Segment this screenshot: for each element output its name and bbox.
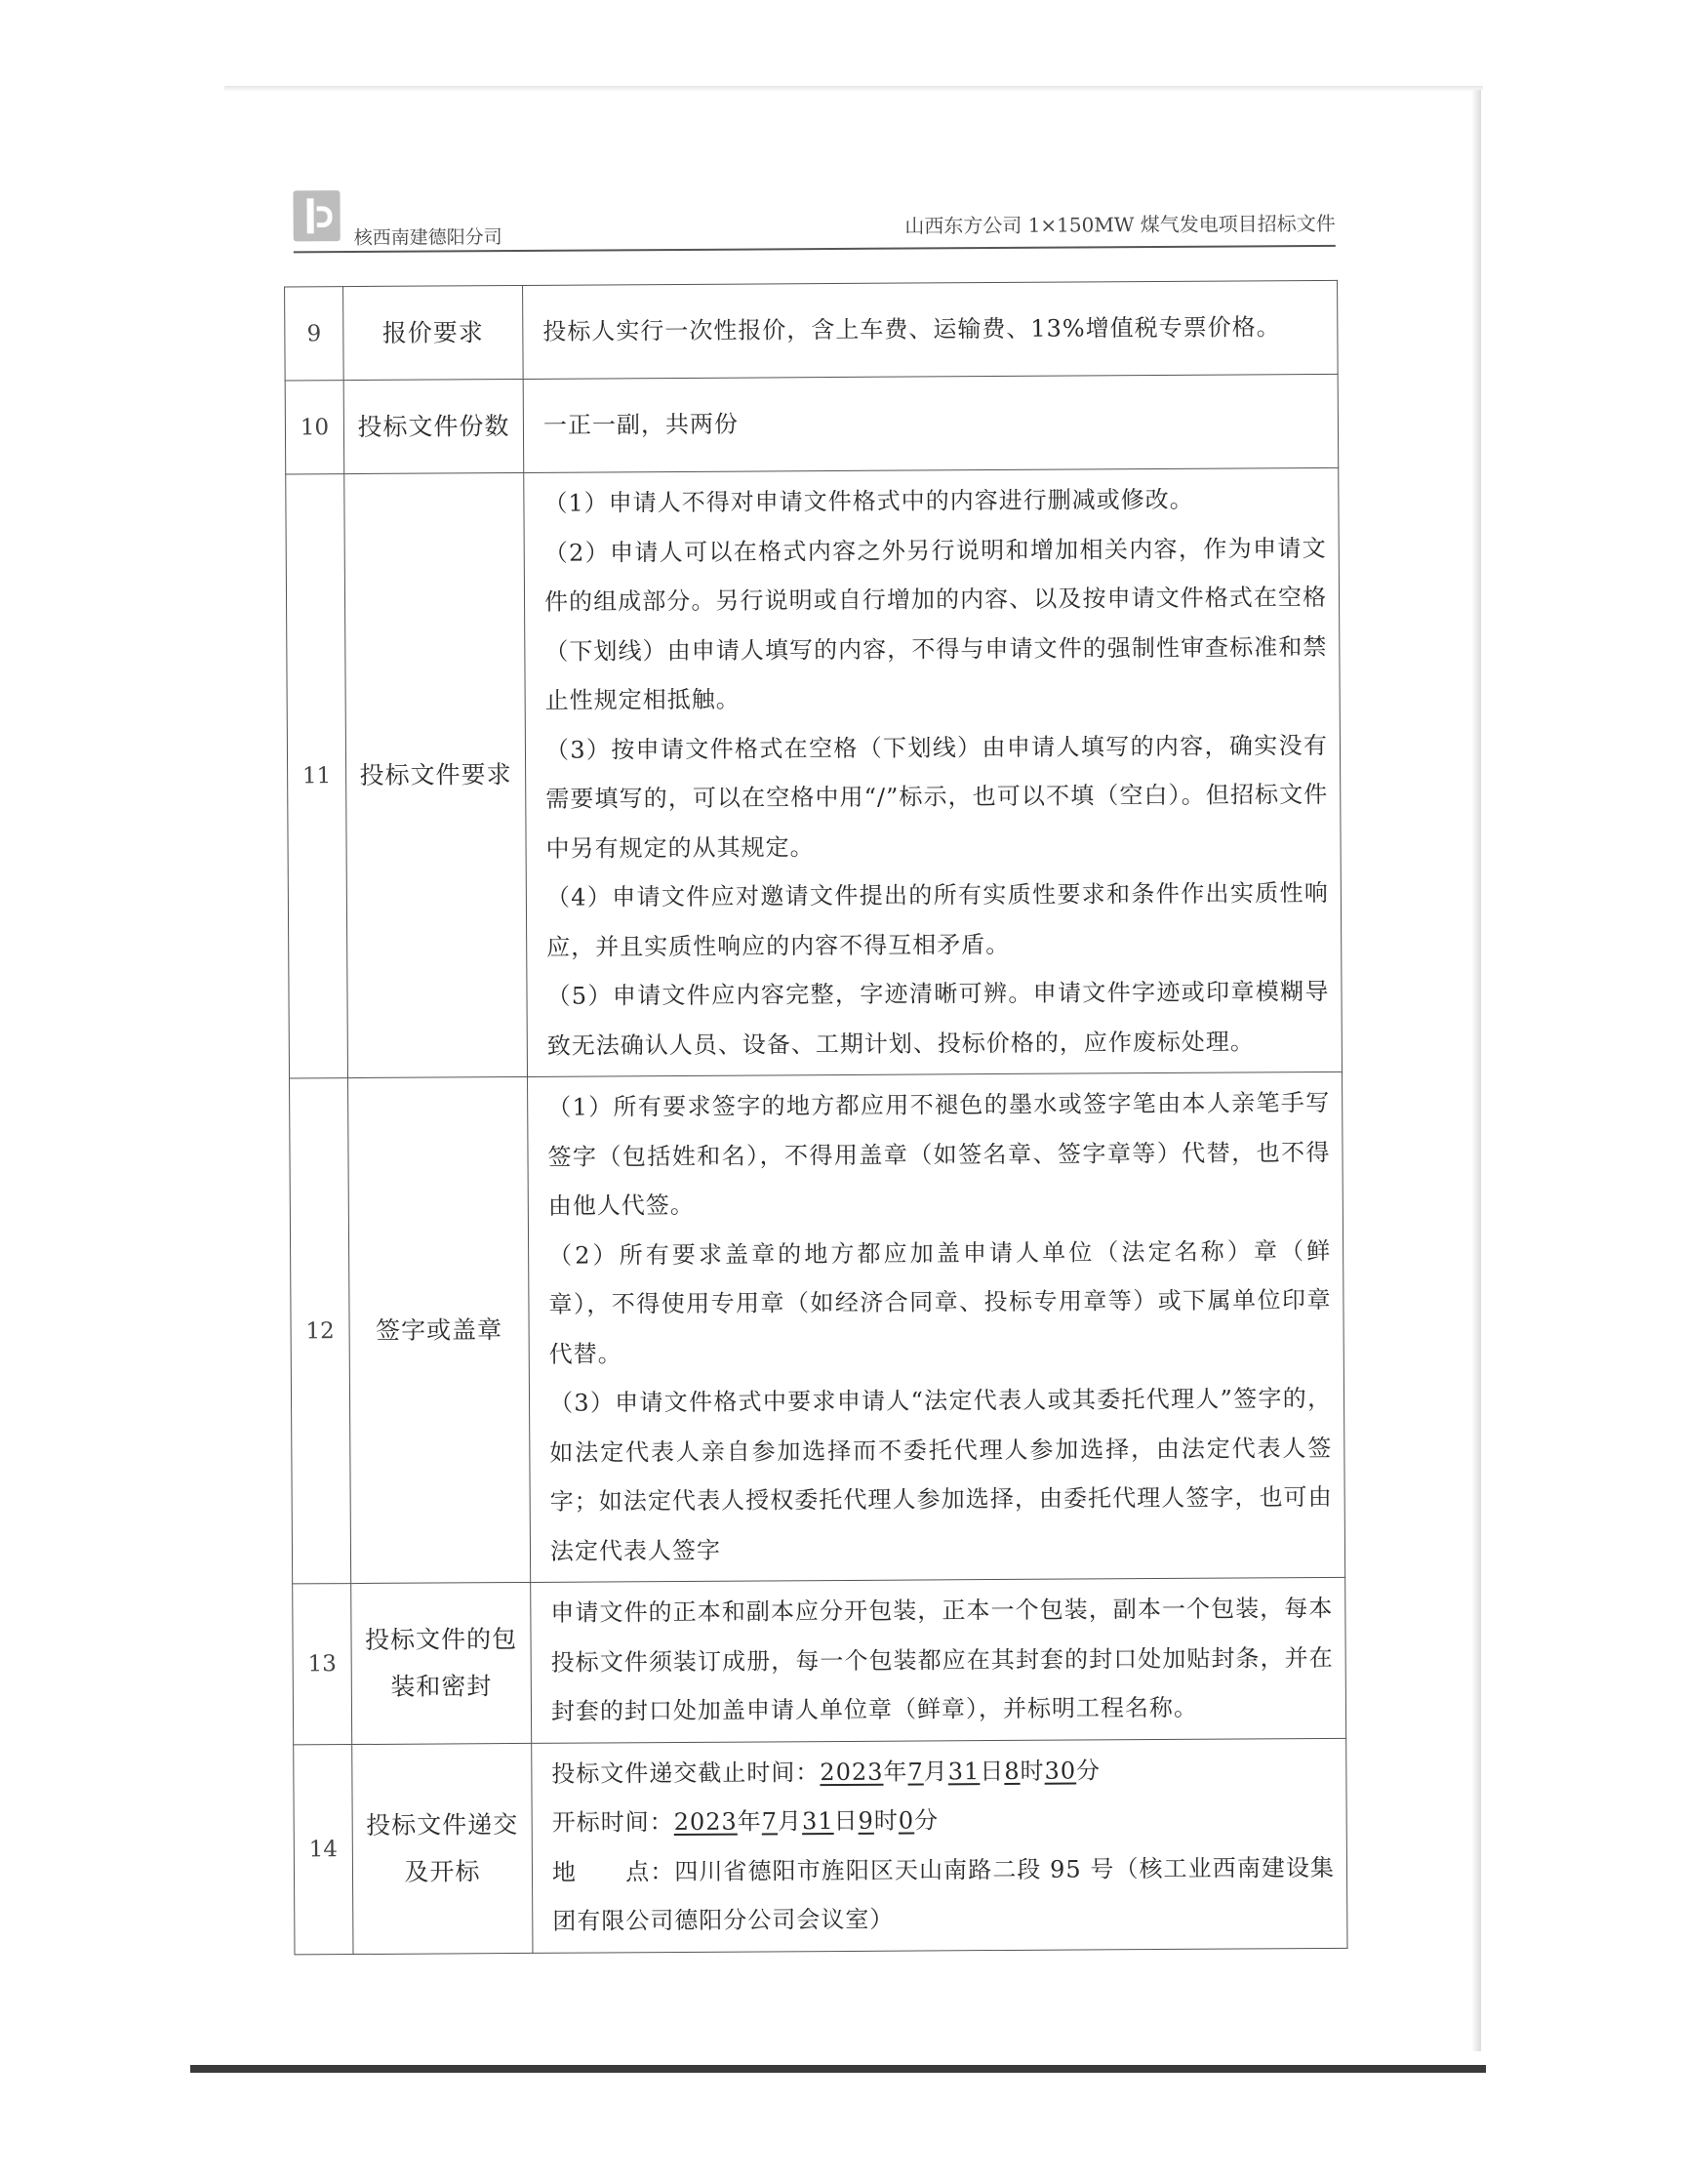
- row-number: 14: [294, 1744, 353, 1954]
- deadline-day: 31: [947, 1757, 981, 1785]
- row-number: 13: [293, 1584, 352, 1745]
- tender-requirements-table: [284, 280, 1347, 1955]
- deadline-hour: 8: [1004, 1757, 1021, 1785]
- row-number: 10: [285, 381, 344, 474]
- content-paragraph: 一正一副，共两份: [542, 410, 740, 440]
- table-row: [294, 1738, 1347, 1955]
- content-paragraph: （5）申请文件应内容完整，字迹清晰可辨。申请文件字迹或印章模糊导致无法确认人员、设备、工期计划、投标价格的，应作废标处理。: [546, 977, 1330, 1060]
- opening-line: 开标时间：2023年7月31日9时0分: [551, 1806, 940, 1837]
- opening-label: 开标时间：: [551, 1808, 674, 1837]
- deadline-month: 7: [907, 1757, 924, 1786]
- deadline-year: 2023: [820, 1758, 884, 1786]
- content-paragraph: （3）按申请文件格式在空格（下划线）由申请人填写的内容，确实没有需要填写的，可以在空格中用“/”标示，也可以不填（空白）。但招标文件中另有规定的从其规定。: [544, 731, 1329, 863]
- content-paragraph: 投标人实行一次性报价，含上车费、运输费、13%增值税专票价格。: [542, 313, 1281, 346]
- table-row: [286, 467, 1343, 1078]
- row-number: 12: [290, 1078, 351, 1584]
- content-paragraph: （1）所有要求签字的地方都应用不褪色的墨水或签字笔由本人亲笔手写签字（包括姓和名），不得用盖章（如签名章、签字章等）代替，也不得由他人代签。: [547, 1088, 1331, 1220]
- deadline-label: 投标文件递交截止时间：: [551, 1758, 821, 1788]
- row-item: 投标文件的包装和密封: [351, 1582, 532, 1744]
- row-item: 报价要求: [343, 285, 524, 380]
- table-row: [285, 374, 1339, 474]
- row-content: [531, 1577, 1346, 1743]
- deadline-line: 投标文件递交截止时间：2023年7月31日8时30分: [551, 1756, 1102, 1788]
- content-paragraph: 申请文件的正本和副本应分开包装，正本一个包装，副本一个包装，每本投标文件须装订成册，每一个包装都应在其封套的封口处加贴封条，并在封套的封口处加盖申请人单位章（鲜章），并标明工程名称。: [550, 1594, 1334, 1725]
- content-paragraph: （2）所有要求盖章的地方都应加盖申请人单位（法定名称）章（鲜章），不得使用专用章（如经济合同章、投标专用章等）或下属单位印章代替。: [548, 1236, 1332, 1368]
- opening-year: 2023: [673, 1807, 738, 1837]
- company-name: 核西南建德阳分司: [353, 226, 502, 250]
- document-title: 山西东方公司 1×150MW 煤气发电项目招标文件: [904, 211, 1336, 238]
- row-content: [532, 1738, 1347, 1953]
- table-row: [290, 1072, 1345, 1584]
- opening-hour: 9: [858, 1806, 874, 1835]
- content-paragraph: （2）申请人可以在格式内容之外另行说明和增加相关内容，作为申请文件的组成部分。另行说明或自行增加的内容、以及按申请文件格式在空格（下划线）由申请人填写的内容，不得与申请文件的强制性审查标准和禁止性规定相抵触。: [543, 534, 1328, 714]
- deadline-minute: 30: [1044, 1757, 1077, 1785]
- opening-day: 31: [801, 1807, 834, 1836]
- content-paragraph: （4）申请文件应对邀请文件提出的所有实质性要求和条件作出实质性响应，并且实质性响应的内容不得互相矛盾。: [545, 878, 1329, 961]
- row-content: [523, 374, 1339, 472]
- opening-minute: 0: [898, 1806, 915, 1835]
- content-paragraph: （1）申请人不得对申请文件格式中的内容进行删减或修改。: [543, 485, 1194, 517]
- row-number: 11: [286, 474, 348, 1078]
- table-row: [293, 1577, 1346, 1744]
- company-logo-icon: [293, 190, 340, 241]
- location-line: [552, 1842, 1336, 1946]
- row-item: 投标文件要求: [344, 472, 528, 1077]
- row-item: 投标文件份数: [343, 379, 524, 473]
- table-row: [285, 280, 1339, 381]
- row-content: [524, 467, 1343, 1076]
- location-label: 地 点：: [551, 1857, 675, 1886]
- row-item: 投标文件递交及开标: [352, 1743, 533, 1954]
- row-item: 签字或盖章: [348, 1076, 531, 1583]
- row-content: [528, 1072, 1345, 1582]
- page-header: [293, 182, 1335, 258]
- opening-month: 7: [761, 1807, 779, 1836]
- row-number: 9: [285, 287, 344, 381]
- content-paragraph: （3）申请文件格式中要求申请人“法定代表人或其委托代理人”签字的，如法定代表人亲自参加选择而不委托代理人参加选择，由法定代表人签字；如法定代表人授权委托代理人参加选择，由委托代理人签字，也可由法定代表人签字: [548, 1384, 1333, 1565]
- location-value: 四川省德阳市旌阳区天山南路二段 95 号（核工业西南建设集团有限公司德阳分公司会议室）: [552, 1853, 1336, 1935]
- row-content: [523, 280, 1339, 379]
